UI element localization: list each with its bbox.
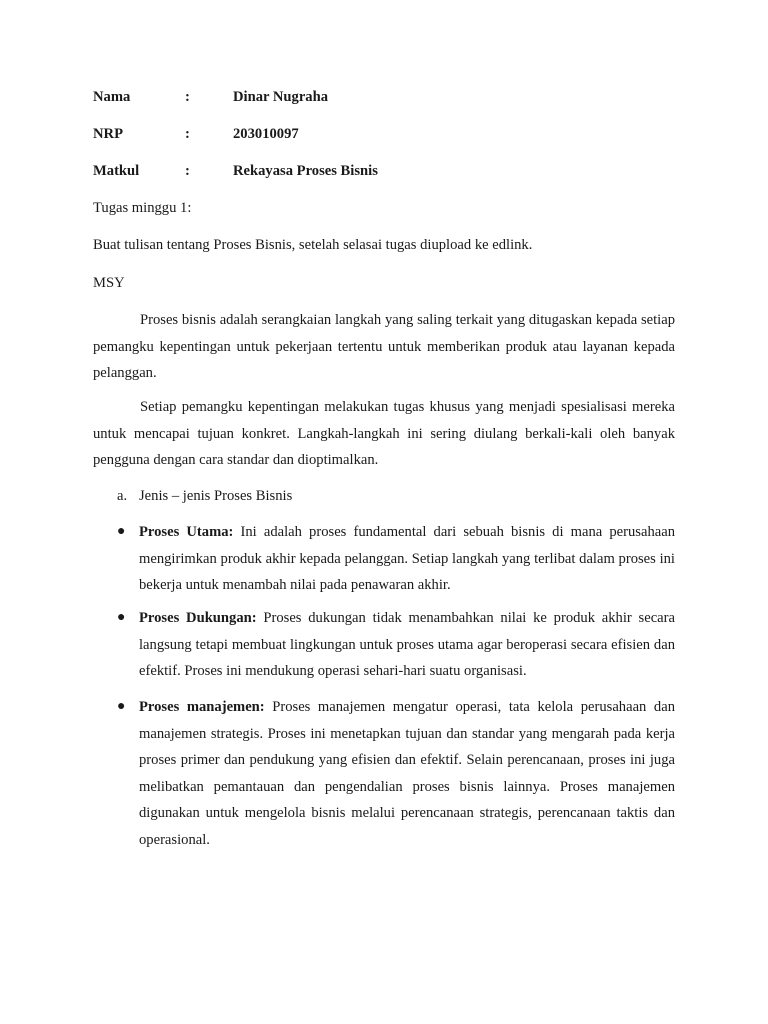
task-tag: MSY — [93, 275, 125, 291]
bullet-icon: ● — [117, 610, 126, 625]
nrp-value: 203010097 — [233, 126, 299, 142]
task-title: Tugas minggu 1: — [93, 200, 192, 216]
course-value: Rekayasa Proses Bisnis — [233, 163, 378, 179]
section-marker: a. — [117, 488, 128, 504]
course-colon: : — [185, 163, 190, 179]
bullet-text: Ini adalah proses fundamental dari sebuah bisnis di mana perusahaan mengirimkan produk akhir kepada pelanggan. Setiap langkah yang terlibat dalam proses ini bekerja untuk menambah nilai pada penawaran akhir. — [139, 524, 676, 593]
bullet-icon: ● — [117, 699, 126, 714]
name-label: Nama — [93, 89, 131, 105]
nrp-colon: : — [185, 126, 190, 142]
bullet-term: Proses manajemen: — [139, 699, 265, 715]
section-title: Jenis – jenis Proses Bisnis — [139, 488, 293, 504]
name-colon: : — [185, 89, 190, 105]
bullet-text: Proses manajemen mengatur operasi, tata kelola perusahaan dan manajemen strategis. Proses ini menetapkan tujuan dan standar yang mengarah pada kerja proses primer dan pendukung yang efisien dan efektif. Selain perencanaan, proses ini juga melibatkan pemantauan dan pengendalian proses bisnis lainnya. Proses manajemen digunakan untuk mengelola bisnis melalui perencanaan strategis, perencanaan taktis dan operasional. — [139, 699, 675, 848]
bullet-icon: ● — [117, 524, 126, 539]
bullet-text: Proses dukungan tidak menambahkan nilai ke produk akhir secara langsung tetapi membuat lingkungan untuk proses utama agar beroperasi secara efisien dan efektif. Proses ini mendukung operasi sehari-hari suatu organisasi. — [139, 610, 675, 679]
bullet-term: Proses Dukungan: — [139, 610, 257, 626]
nrp-label: NRP — [93, 126, 123, 142]
course-label: Matkul — [93, 163, 140, 179]
paragraph-1: Proses bisnis adalah serangkaian langkah yang saling terkait yang ditugaskan kepada setiap pemangku kepentingan untuk pekerjaan tertentu untuk memberikan produk atau layanan kepada pelanggan. — [93, 312, 675, 381]
bullet-term: Proses Utama: — [139, 524, 234, 540]
task-instruction: Buat tulisan tentang Proses Bisnis, setelah selasai tugas diupload ke edlink. — [93, 237, 533, 253]
name-value: Dinar Nugraha — [233, 89, 329, 105]
section-heading — [117, 487, 292, 505]
paragraph-2: Setiap pemangku kepentingan melakukan tugas khusus yang menjadi spesialisasi mereka untuk mencapai tujuan konkret. Langkah-langkah ini sering diulang berkali-kali oleh banyak pengguna dengan cara standar dan dioptimalkan. — [93, 399, 675, 468]
